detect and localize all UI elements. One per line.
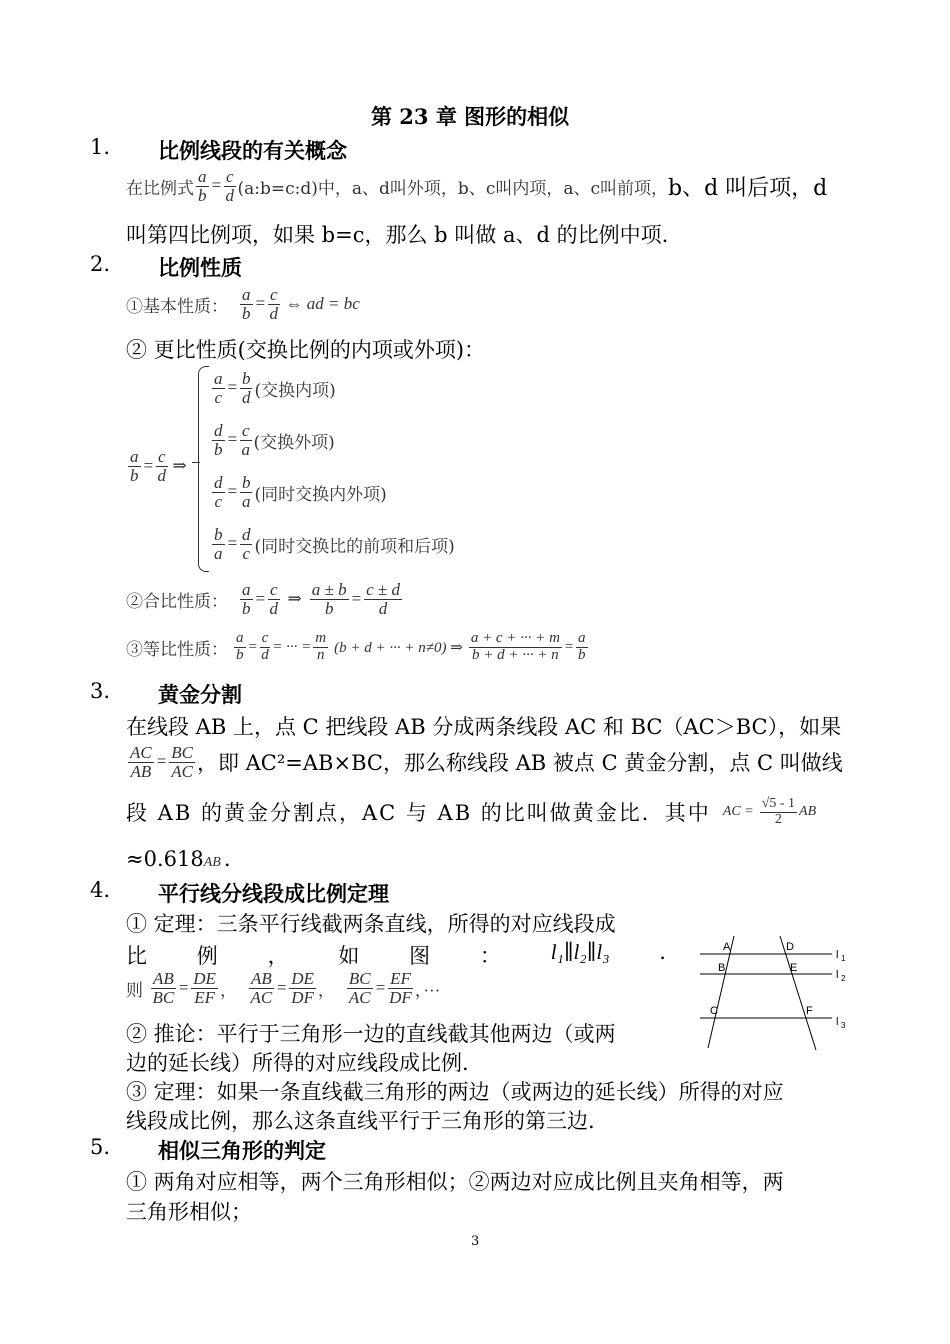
swap-brace-tip bbox=[192, 462, 200, 463]
section-4-line-2 bbox=[126, 940, 666, 970]
line-1-middle: (a:b=c:d)中，a、d叫外项，b、c叫内项，a、c叫前项， bbox=[237, 178, 668, 199]
section-4-line-1: ① 定理：三条平行线截两条直线，所得的对应线段成 bbox=[126, 912, 616, 936]
section-2-number: 2. bbox=[90, 252, 111, 276]
label-b: B bbox=[718, 962, 726, 974]
sep-tail: ，··· bbox=[414, 980, 441, 1000]
page-number: 3 bbox=[471, 1234, 480, 1249]
section-5-line-1: ① 两角对应相等，两个三角形相似；②两边对应成比例且夹角相等，两 bbox=[126, 1170, 784, 1194]
section-4-line-7: 线段成比例，那么这条直线平行于三角形的第三边. bbox=[126, 1109, 595, 1133]
equal-ratio-formula: $\frac{a}{b}$ = $\frac{c}{d}$ = ··· = $\frac{m}{n}$ (b + d + ··· + n≠0) ⇒ $\frac{a + c + \cdot\cdot\cdot + m}{b + d + \cdot\cdot\cdot + n}$ = $\frac{a}{b}$ bbox=[236, 630, 586, 663]
swap-row-2: $\frac{d}{b}$ = $\frac{c}{a}$ (交换外项) bbox=[214, 421, 335, 459]
section-4-number: 4. bbox=[90, 878, 111, 902]
line-1-tail: b、d 叫后项，d bbox=[668, 175, 828, 201]
ratio-formula: $\frac{a}{b}$ = $\frac{c}{d}$ bbox=[198, 167, 234, 205]
sum-property-label: ②合比性质： bbox=[126, 591, 228, 612]
parallel-notation: l₁∥l₂∥l₃ bbox=[550, 940, 610, 964]
section-3-line-2-text: ，即 AC²=AB×BC，那么称线段 AB 被点 C 黄金分割，点 C 叫做线 bbox=[196, 751, 843, 776]
label-a: A bbox=[723, 941, 731, 953]
word-1: 比 bbox=[126, 944, 147, 968]
label-l3: l bbox=[836, 1016, 839, 1028]
label-l1: l bbox=[836, 949, 839, 961]
word-3: ， bbox=[267, 944, 289, 968]
section-5-line-2: 三角形相似； bbox=[126, 1200, 252, 1224]
section-4-line-6: ③ 定理：如果一条直线截三角形的两边（或两边的延长线）所得的对应 bbox=[126, 1080, 784, 1104]
swap-note-4: (同时交换比的前项和后项) bbox=[254, 536, 455, 557]
equal-ratio-property bbox=[126, 631, 590, 664]
golden-denominator: 2 bbox=[774, 811, 782, 827]
section-3-line-3 bbox=[126, 797, 816, 827]
sep-2: ， bbox=[317, 980, 335, 1000]
sep-1: ， bbox=[219, 980, 237, 1000]
section-3-line-3-text: 段 AB 的黄金分割点，AC 与 AB 的比叫做黄金比．其中 bbox=[126, 801, 711, 826]
page-title: 第 23 章 图形的相似 bbox=[371, 104, 570, 129]
label-d: D bbox=[786, 941, 794, 953]
swap-row-4: $\frac{b}{a}$ = $\frac{d}{c}$ (同时交换比的前项和后项) bbox=[214, 525, 455, 563]
label-l2: l bbox=[836, 969, 839, 981]
section-3-heading: 黄金分割 bbox=[158, 682, 242, 707]
word-2: 例 bbox=[196, 944, 218, 968]
section-3-line-1: 在线段 AB 上，点 C 把线段 AB 分成两条线段 AC 和 BC（AC＞BC），如果 bbox=[126, 715, 842, 739]
label-l3-sub: 3 bbox=[841, 1021, 846, 1030]
transversal-right bbox=[780, 936, 816, 1050]
swap-row-1: $\frac{a}{c}$ = $\frac{b}{d}$ (交换内项) bbox=[214, 369, 336, 407]
basic-property-tail: ⇔ ad = bc bbox=[285, 294, 360, 314]
label-e: E bbox=[790, 962, 798, 974]
sum-property-formula: $\frac{a}{b}$ = $\frac{c}{d}$ ⇒ $\frac{a \pm b}{b}$ = $\frac{c \pm d}{d}$ bbox=[242, 580, 400, 618]
section-4-line-5: 边的延长线）所得的对应线段成比例. bbox=[126, 1051, 469, 1075]
swap-row-3: $\frac{d}{c}$ = $\frac{b}{a}$ (同时交换内外项) bbox=[214, 473, 387, 511]
basic-property-label: ①基本性质： bbox=[126, 296, 228, 317]
golden-sqrt-numerator: √5 - 1 bbox=[761, 796, 796, 811]
word-5: 图 bbox=[409, 944, 431, 968]
section-1-heading: 比例线段的有关概念 bbox=[158, 138, 347, 163]
golden-value-formula bbox=[723, 797, 816, 827]
word-6: ： bbox=[479, 944, 501, 968]
section-5-number: 5. bbox=[90, 1135, 111, 1159]
basic-property-formula: $\frac{a}{b}$ = $\frac{c}{d}$ bbox=[242, 285, 278, 323]
approx-dot: . bbox=[223, 847, 231, 871]
section-4-line-3 bbox=[126, 970, 440, 1007]
swap-note-3: (同时交换内外项) bbox=[254, 484, 387, 505]
section-3-line-4 bbox=[126, 847, 231, 871]
basic-property bbox=[126, 286, 360, 323]
swap-property-lhs: $\frac{a}{b}$ = $\frac{c}{d}$ ⇒ bbox=[130, 447, 187, 485]
swap-note-1: (交换内项) bbox=[254, 380, 336, 401]
then-label: 则 bbox=[126, 980, 143, 1001]
line-2-dot: . bbox=[659, 940, 666, 964]
section-1-line-2: 叫第四比例项，如果 b=c，那么 b 叫做 a、d 的比例中项. bbox=[126, 223, 669, 247]
swap-brace bbox=[198, 366, 209, 572]
section-1-number: 1. bbox=[90, 135, 111, 159]
sum-property bbox=[126, 581, 404, 618]
approx-value: ≈0.618 bbox=[126, 847, 204, 871]
equal-ratio-label: ③等比性质： bbox=[126, 639, 228, 660]
label-l1-sub: 1 bbox=[841, 954, 846, 963]
section-1-line-1 bbox=[126, 168, 827, 205]
swap-property-label: ② 更比性质(交换比例的内项或外项)： bbox=[126, 338, 486, 362]
swap-note-2: (交换外项) bbox=[253, 432, 335, 453]
section-3-line-2 bbox=[126, 744, 843, 781]
equal-ratio-condition: (b + d + ··· + n≠0) ⇒ bbox=[334, 639, 463, 656]
parallel-lines-figure bbox=[690, 930, 870, 1055]
word-4: 如 bbox=[338, 944, 360, 968]
section-3-number: 3. bbox=[90, 679, 111, 703]
approx-ab: AB bbox=[203, 855, 221, 870]
section-4-heading: 平行线分线段成比例定理 bbox=[158, 881, 389, 906]
golden-ratio-formula: $\frac{AC}{AB}$ = $\frac{BC}{AC}$ bbox=[130, 743, 193, 781]
label-c: C bbox=[710, 1005, 718, 1017]
label-f: F bbox=[806, 1005, 813, 1017]
golden-ac: AC = bbox=[722, 804, 754, 820]
line-1-prefix: 在比例式 bbox=[126, 178, 194, 199]
golden-ab: AB bbox=[799, 804, 817, 820]
proportion-formulas: $\frac{AB}{BC}$ = $\frac{DE}{EF}$ ， $\frac{AB}{AC}$ = $\frac{DE}{DF}$ ， $\frac{BC}{AC}$ = $\frac{EF}{DF}$ ，··· bbox=[152, 969, 441, 1007]
label-l2-sub: 2 bbox=[841, 974, 846, 983]
section-4-line-4: ② 推论：平行于三角形一边的直线截其他两边（或两 bbox=[126, 1022, 616, 1046]
section-2-heading: 比例性质 bbox=[158, 255, 242, 280]
section-5-heading: 相似三角形的判定 bbox=[158, 1138, 326, 1163]
